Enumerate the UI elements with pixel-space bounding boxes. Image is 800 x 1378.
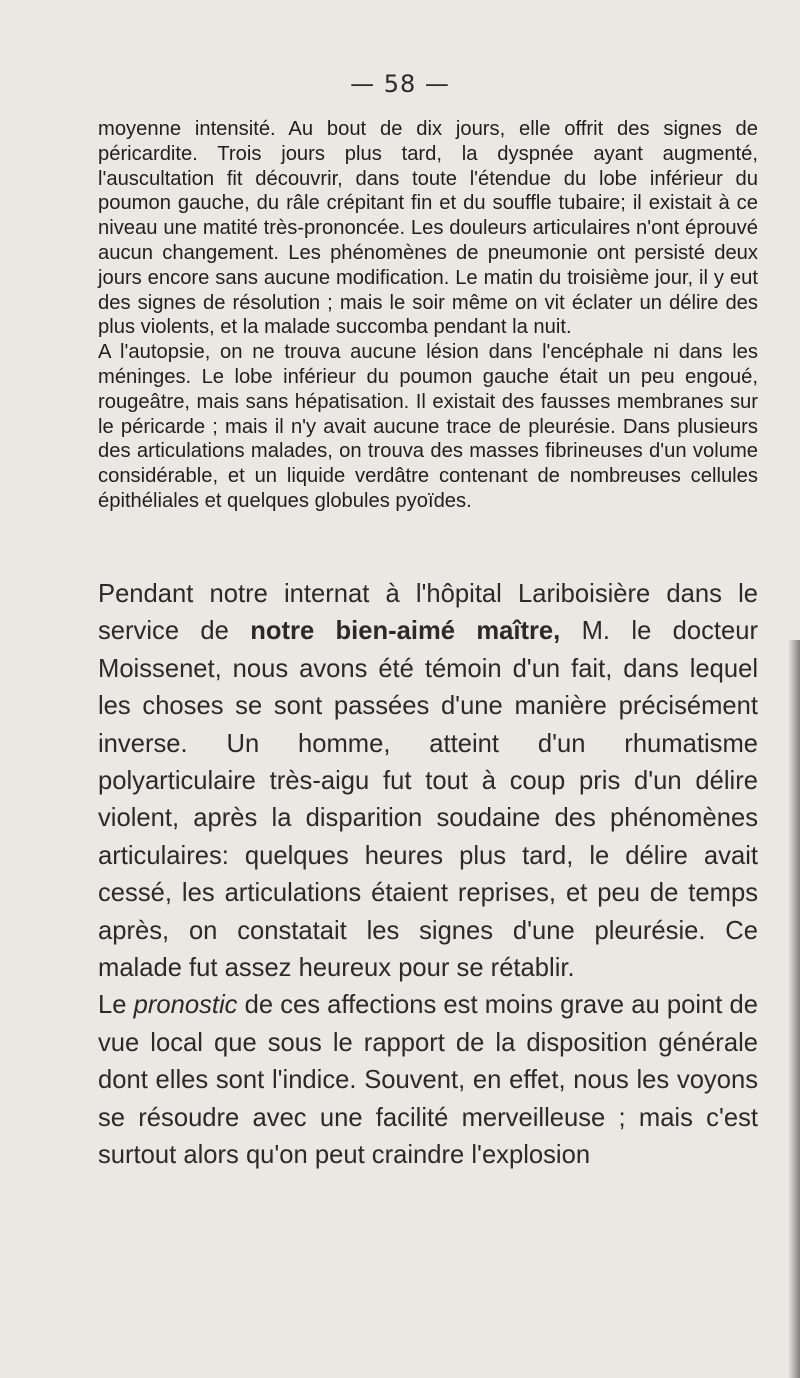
paragraph-internship-text-2: M. le docteur Moissenet, nous avons été témoin d'un fait, dans lequel les choses se sont passées d'une manière précisément inverse. Un homme, atteint d'un rhumatisme polyarticulaire très-aigu fut tout à coup pris d'un délire violent, après la disparition soudaine des phénomènes articulaires: quelques heures plus tard, le délire avait cessé, les articulations étaient reprises, et peu de temps après, on constatait les signes d'une pleurésie. Ce malade fut assez heureux pour se rétablir. bbox=[98, 617, 759, 983]
paragraph-prognosis bbox=[98, 987, 758, 1174]
paragraph-internship-case bbox=[98, 576, 758, 987]
paragraph-prognosis-text-2: de ces affections est moins grave au point de vue local que sous le rapport de la disposition générale dont elles sont l'indice. Souvent, en effet, nous les voyons se résoudre avec une facilité merveilleuse ; mais c'est surtout alors qu'on peut craindre l'explosion bbox=[98, 991, 758, 1170]
body-text-small bbox=[98, 117, 758, 514]
paragraph-autopsy: A l'autopsie, on ne trouva aucune lésion dans l'encéphale ni dans les méninges. Le lobe inférieur du poumon gauche était un peu engoué, rougeâtre, mais sans hépatisation. Il existait des fausses membranes sur le péricarde ; mais il n'y avait aucune trace de pleurésie. Dans plusieurs des articulations malades, on trouva des masses fibrineuses d'un volume considérable, et un liquide verdâtre contenant de nombreuses cellules épithéliales et quelques globules pyoïdes. bbox=[98, 341, 758, 512]
paragraph-internship-text-1: Pendant notre internat à l'hôpital Lariboisière dans le service de bbox=[98, 580, 758, 646]
prognosis-term: pronostic bbox=[133, 991, 238, 1020]
paragraph-case-description: moyenne intensité. Au bout de dix jours, elle offrit des signes de péricardite. Trois jours plus tard, la dyspnée ayant augmenté, l'auscultation fit découvrir, dans toute l'étendue du lobe inférieur du poumon gauche, du râle crépitant fin et du souffle tubaire; il existait à ce niveau une matité très-prononcée. Les douleurs articulaires n'ont éprouvé aucun changement. Les phénomènes de pneumonie ont persisté deux jours encore sans aucune modification. Le matin du troisième jour, il y eut des signes de résolution ; mais le soir même on vit éclater un délire des plus violents, et la malade succomba pendant la nuit. bbox=[98, 118, 758, 339]
page-edge-shadow bbox=[788, 640, 800, 1378]
paragraph-prognosis-text-1: Le bbox=[98, 991, 134, 1020]
paragraph-internship-bold: notre bien-aimé maître, bbox=[250, 617, 561, 646]
page-number: — 58 — bbox=[350, 70, 450, 98]
body-text-large bbox=[98, 576, 758, 1175]
